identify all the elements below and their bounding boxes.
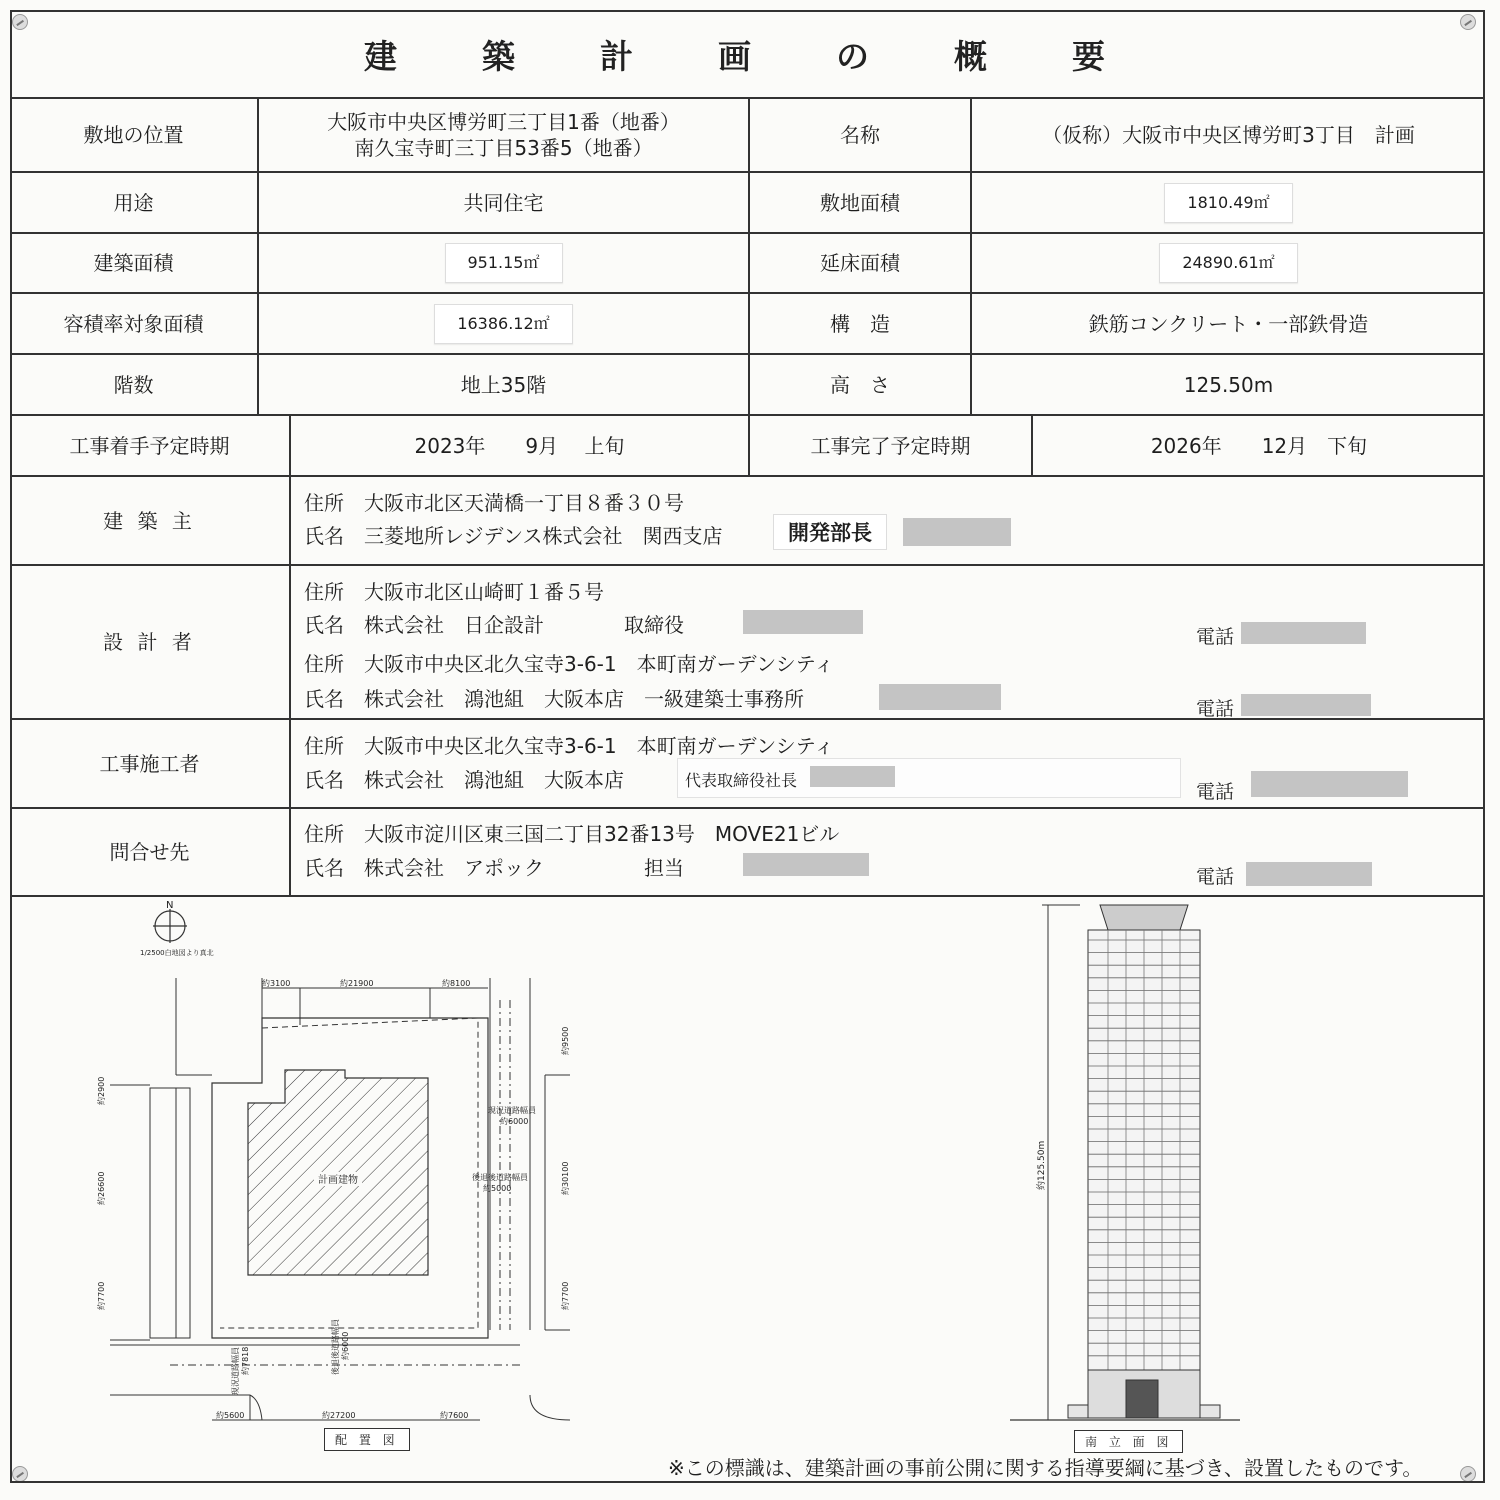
redacted-block <box>743 610 863 634</box>
footer-note: ※この標識は、建築計画の事前公開に関する指導要綱に基づき、設置したものです。 <box>668 1456 1423 1480</box>
start-label: 工事着手予定時期 <box>69 433 230 458</box>
start-value: 2023年 9月 上旬 <box>414 433 625 458</box>
total-floor-area-value: 24890.61㎡ <box>1159 243 1297 283</box>
dim-bottom2: 約27200 <box>322 1411 356 1420</box>
building-area-value: 951.15㎡ <box>445 243 563 283</box>
street-line <box>250 1395 262 1420</box>
floors-label: 階数 <box>113 372 154 397</box>
bottom-road-existing: 約7818 <box>241 1346 250 1375</box>
contact-label: 問合せ先 <box>109 840 190 864</box>
neighbor-lot <box>176 1088 190 1338</box>
elevation-caption: 南 立 面 図 <box>1074 1430 1183 1453</box>
divider <box>289 414 291 895</box>
dim-bottom1: 約5600 <box>216 1411 245 1420</box>
owner-title-tag: 開発部長 <box>773 514 887 550</box>
contact-address: 住所 大阪市淀川区東三国二丁目32番13号 MOVE21ビル <box>304 822 840 846</box>
site-location-value <box>259 99 748 171</box>
dim-top1: 約3100 <box>262 979 291 988</box>
contractor-title-tag: 代表取締役社長 <box>685 771 798 790</box>
complete-value: 2026年 12月 下旬 <box>1150 433 1368 458</box>
site-area-cell <box>972 173 1485 232</box>
building-area-cell <box>259 234 748 292</box>
name-label: 名称 <box>840 123 880 147</box>
dim-bottom3: 約7600 <box>440 1411 469 1420</box>
dim-right3: 約7700 <box>561 1281 570 1310</box>
contractor-name: 氏名 株式会社 鴻池組 大阪本店 <box>304 768 624 792</box>
contact-phone-label: 電話 <box>1196 866 1235 888</box>
building-label: 計画建物 <box>318 1175 358 1186</box>
dim-left1: 約2900 <box>97 1076 106 1105</box>
dim-top3: 約8100 <box>442 979 471 988</box>
tower-base-wing <box>1200 1405 1220 1418</box>
contractor-phone-label: 電話 <box>1196 781 1235 803</box>
use-label: 用途 <box>113 190 154 215</box>
contractor-label: 工事施工者 <box>99 751 200 776</box>
building-area-label: 建築面積 <box>93 251 174 275</box>
height-value: 125.50m <box>1183 372 1274 397</box>
redacted-block <box>810 766 895 787</box>
dim-right2: 約30100 <box>561 1161 570 1195</box>
complete-label: 工事完了予定時期 <box>810 433 971 458</box>
dim-top2: 約21900 <box>340 979 374 988</box>
redacted-block <box>903 518 1011 546</box>
site-location-line2: 南久宝寺町三丁目53番5（地番） <box>354 136 653 160</box>
redacted-block <box>1241 694 1371 716</box>
road-existing: 約6000 <box>500 1117 529 1126</box>
road-setback-label: 後退後道路幅員 <box>472 1173 528 1182</box>
bottom-road-setback: 約6000 <box>341 1331 350 1360</box>
site-plan-caption: 配 置 図 <box>324 1428 410 1451</box>
contractor-address: 住所 大阪市中央区北久宝寺3-6-1 本町南ガーデンシティ <box>304 734 835 758</box>
designer-address2: 住所 大阪市中央区北久宝寺3-6-1 本町南ガーデンシティ <box>304 652 835 676</box>
redacted-block <box>743 853 869 876</box>
designer-address1: 住所 大阪市北区山崎町１番５号 <box>304 580 604 604</box>
structure-label: 構 造 <box>830 311 890 336</box>
dim-left3: 約7700 <box>97 1281 106 1310</box>
total-floor-area-cell <box>972 234 1485 292</box>
redacted-block <box>1246 862 1372 886</box>
far-area-cell <box>259 294 748 353</box>
floors-value: 地上35階 <box>460 372 547 397</box>
north-letter: N <box>166 900 174 911</box>
far-area-label: 容積率対象面積 <box>63 311 204 336</box>
bottom-road-setback-label: 後退後道路幅員 <box>331 1319 340 1375</box>
use-value: 共同住宅 <box>463 190 544 215</box>
designer-phone2-label: 電話 <box>1196 698 1235 720</box>
tower-base-wing <box>1068 1405 1088 1418</box>
elevation-height-label: 約125.50m <box>1037 1140 1047 1190</box>
owner-name: 氏名 三菱地所レジデンス株式会社 関西支店 <box>304 524 723 548</box>
name-value: （仮称）大阪市中央区博労町3丁目 計画 <box>1042 123 1415 147</box>
owner-address: 住所 大阪市北区天満橋一丁目８番３０号 <box>304 491 684 515</box>
dim-left2: 約26600 <box>97 1171 106 1205</box>
designer-label: 設 計 者 <box>103 630 196 654</box>
contact-name: 氏名 株式会社 アポック 担当 <box>304 856 684 880</box>
height-label: 高 さ <box>830 372 890 397</box>
redacted-block <box>1241 622 1366 644</box>
bottom-road-existing-label: 現況道路幅員 <box>231 1347 240 1395</box>
owner-label: 建 築 主 <box>103 508 196 533</box>
structure-value: 鉄筋コンクリート・一部鉄骨造 <box>1088 311 1369 336</box>
street-line <box>530 1395 570 1420</box>
dim-right1: 約9500 <box>561 1026 570 1055</box>
elevation-drawing <box>1000 895 1250 1435</box>
site-location-label: 敷地の位置 <box>83 123 184 147</box>
redacted-block <box>879 684 1001 710</box>
redacted-block <box>1251 771 1408 797</box>
designer-phone1-label: 電話 <box>1196 626 1235 648</box>
site-area-value: 1810.49㎡ <box>1164 183 1292 223</box>
designer-name2: 氏名 株式会社 鴻池組 大阪本店 一級建築士事務所 <box>304 687 804 711</box>
neighbor-lot <box>150 1088 176 1338</box>
tower-crown <box>1100 905 1188 930</box>
far-area-value: 16386.12㎡ <box>434 304 572 344</box>
site-plan-drawing <box>0 895 700 1455</box>
total-floor-area-label: 延床面積 <box>820 251 900 275</box>
north-note: 1/2500白地図より真北 <box>140 949 214 957</box>
road-existing-label: 現況道路幅員 <box>488 1106 536 1115</box>
page-title: 建 築 計 画 の 概 要 <box>364 36 1131 76</box>
site-area-label: 敷地面積 <box>820 190 900 215</box>
designer-name1: 氏名 株式会社 日企設計 取締役 <box>304 613 684 637</box>
site-location-line1: 大阪市中央区博労町三丁目1番（地番） <box>327 110 680 134</box>
tower-entrance <box>1126 1380 1158 1418</box>
road-setback: 約5000 <box>483 1184 512 1193</box>
